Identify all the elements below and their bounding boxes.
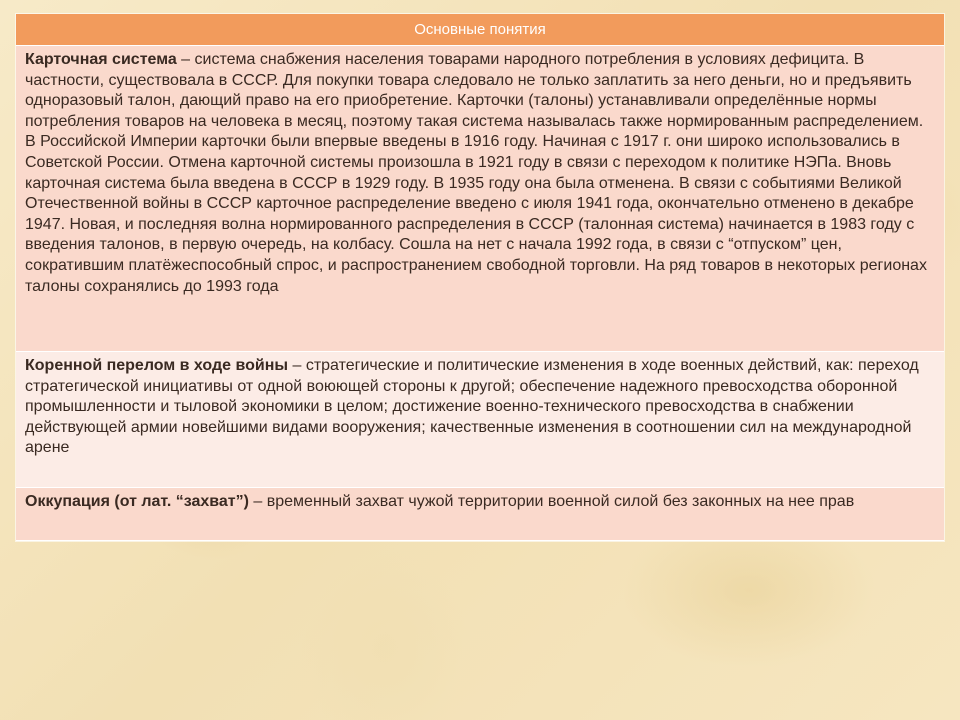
term-definition: – система снабжения населения товарами народного потребления в условиях дефицита. В частности, существовала в СССР. Для покупки товара следовало не только заплатить за него деньги, но и предъявить одноразовый талон, дающий право на его приобретение. Карточки (талоны) устанавливали определённые нормы потребления товаров на человека в месяц, поэтому такая система называлась также нормированным распределением. В Российской Империи карточки были впервые введены в 1916 году. Начиная с 1917 г. они широко использовались в Советской России. Отмена карточной системы произошла в 1921 году в связи с переходом к политике НЭПа. Вновь карточная система была введена в СССР в 1929 году. В 1935 году она была отменена. В связи с событиями Великой Отечественной войны в СССР карточное распределение введено с июля 1941 года, окончательно отменено в декабре 1947. Новая, и последняя волна нормированного распределения в СССР (талонная система) начинается в 1983 году с введения талонов, в первую очередь, на колбасу. Сошла на нет с начала 1992 года, в связи с “отпуском” цен, сократившим платёжеспособный спрос, и распространением свободной торговли. На ряд товаров в некоторых регионах талоны сохранялись до 1993 года [25, 51, 927, 295]
table-header: Основные понятия [16, 14, 944, 46]
term-label: Оккупация (от лат. “захват”) [25, 493, 249, 510]
term-label: Коренной перелом в ходе войны [25, 357, 289, 374]
table-row [16, 488, 944, 541]
concepts-table [16, 14, 944, 541]
term-definition: – стратегические и политические изменения в ходе военных действий, как: переход стратегической инициативы от одной воюющей стороны к другой; обеспечение надежного превосходства оборонной промышленности и тыловой экономики в целом; достижение военно-технического превосходства в снабжении действующей армии новейшими видами вооружения; качественные изменения в соотношении сил на международной арене [25, 357, 919, 457]
table-row [16, 352, 944, 488]
table-row [16, 46, 944, 352]
term-definition: – временный захват чужой территории военной силой без законных на нее прав [248, 493, 855, 510]
term-label: Карточная система [25, 51, 177, 68]
